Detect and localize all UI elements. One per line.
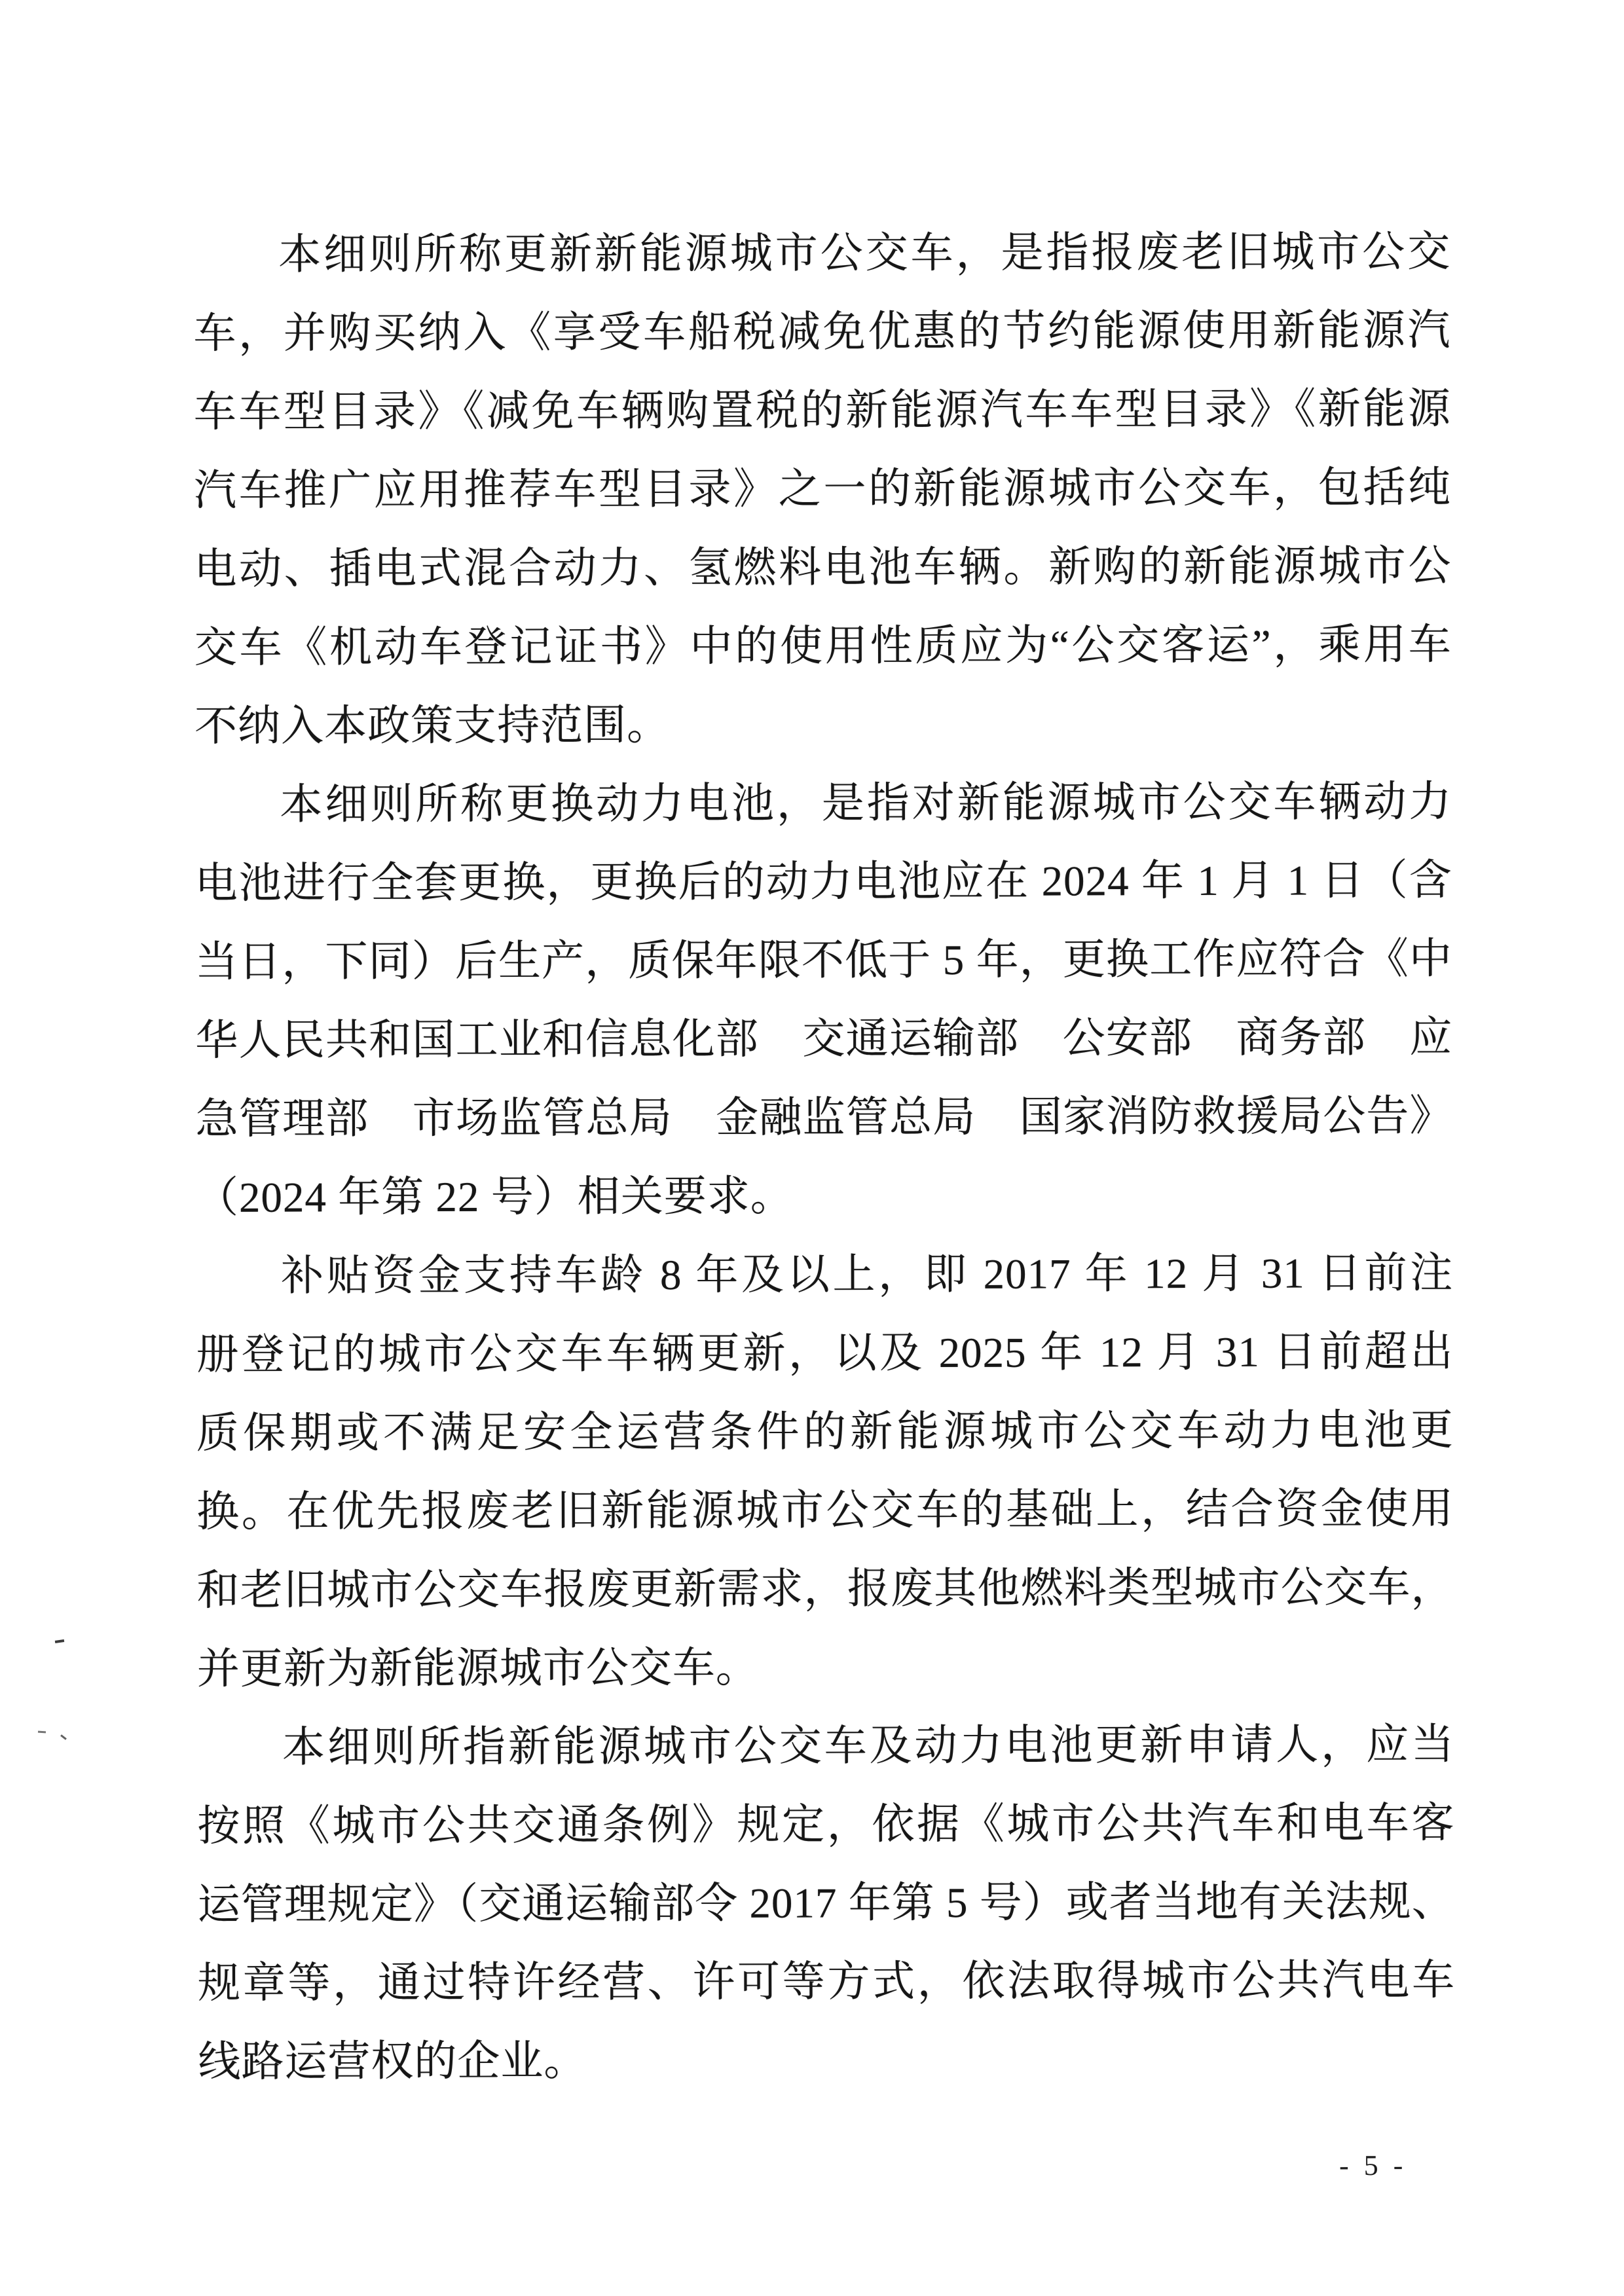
text-line: 汽车推广应用推荐车型目录》之一的新能源城市公交车，包括纯 — [194, 464, 1452, 515]
text-line: 线路运营权的企业。 — [198, 2037, 587, 2086]
text-line: 按照《城市公共交通条例》规定，依据《城市公共汽车和电车客 — [197, 1799, 1455, 1850]
paragraph — [197, 1705, 1456, 2102]
paragraph — [194, 763, 1453, 1237]
text-line: 运管理规定》（交通运输部令 2017 年第 5 号）或者当地有关法规、 — [197, 1878, 1455, 1929]
text-line: （2024 年第 22 号）相关要求。 — [195, 1173, 794, 1222]
document-body — [193, 213, 1456, 2102]
text-line: 规章等，通过特许经营、许可等方式，依法取得城市公共汽电车 — [197, 1956, 1456, 2007]
text-line: 本细则所称更新新能源城市公交车，是指报废老旧城市公交 — [278, 228, 1451, 279]
scan-speck — [55, 1639, 64, 1643]
text-line: 补贴资金支持车龄 8 年及以上，即 2017 年 12 月 31 日前注 — [281, 1249, 1454, 1300]
scan-speck — [60, 1734, 67, 1740]
text-line: 急管理部 市场监管总局 金融监管总局 国家消防救援局公告》 — [195, 1092, 1453, 1143]
text-line: 册登记的城市公交车车辆更新，以及 2025 年 12 月 31 日前超出 — [196, 1328, 1454, 1379]
text-line: 车车型目录》《减免车辆购置税的新能源汽车车型目录》《新能源 — [193, 385, 1451, 436]
text-line: 本细则所指新能源城市公交车及动力电池更新申请人，应当 — [282, 1721, 1455, 1772]
text-line: 当日，下同）后生产，质保年限不低于 5 年，更换工作应符合《中 — [194, 935, 1453, 986]
text-line: 电池进行全套更换，更换后的动力电池应在 2024 年 1 月 1 日（含 — [194, 856, 1452, 907]
text-line: 换。在优先报废老旧新能源城市公交车的基础上，结合资金使用 — [196, 1485, 1454, 1536]
scan-speck — [38, 1731, 46, 1734]
text-line: 车，并购买纳入《享受车船税减免优惠的节约能源使用新能源汽 — [193, 306, 1451, 357]
paragraph — [196, 1234, 1454, 1709]
text-line: 并更新为新能源城市公交车。 — [196, 1644, 759, 1693]
text-line: 交车《机动车登记证书》中的使用性质应为“公交客运”，乘用车 — [194, 621, 1452, 672]
page-number: - 5 - — [1338, 2149, 1407, 2182]
text-line: 电动、插电式混合动力、氢燃料电池车辆。新购的新能源城市公 — [194, 542, 1452, 593]
text-line: 本细则所称更换动力电池，是指对新能源城市公交车辆动力 — [280, 778, 1452, 829]
paragraph — [193, 213, 1452, 766]
text-line: 和老旧城市公交车报废更新需求，报废其他燃料类型城市公交车， — [196, 1563, 1454, 1614]
text-line: 质保期或不满足安全运营条件的新能源城市公交车动力电池更 — [196, 1406, 1454, 1457]
text-line: 不纳入本政策支持范围。 — [194, 702, 671, 750]
text-line: 华人民共和国工业和信息化部 交通运输部 公安部 商务部 应 — [195, 1013, 1453, 1065]
